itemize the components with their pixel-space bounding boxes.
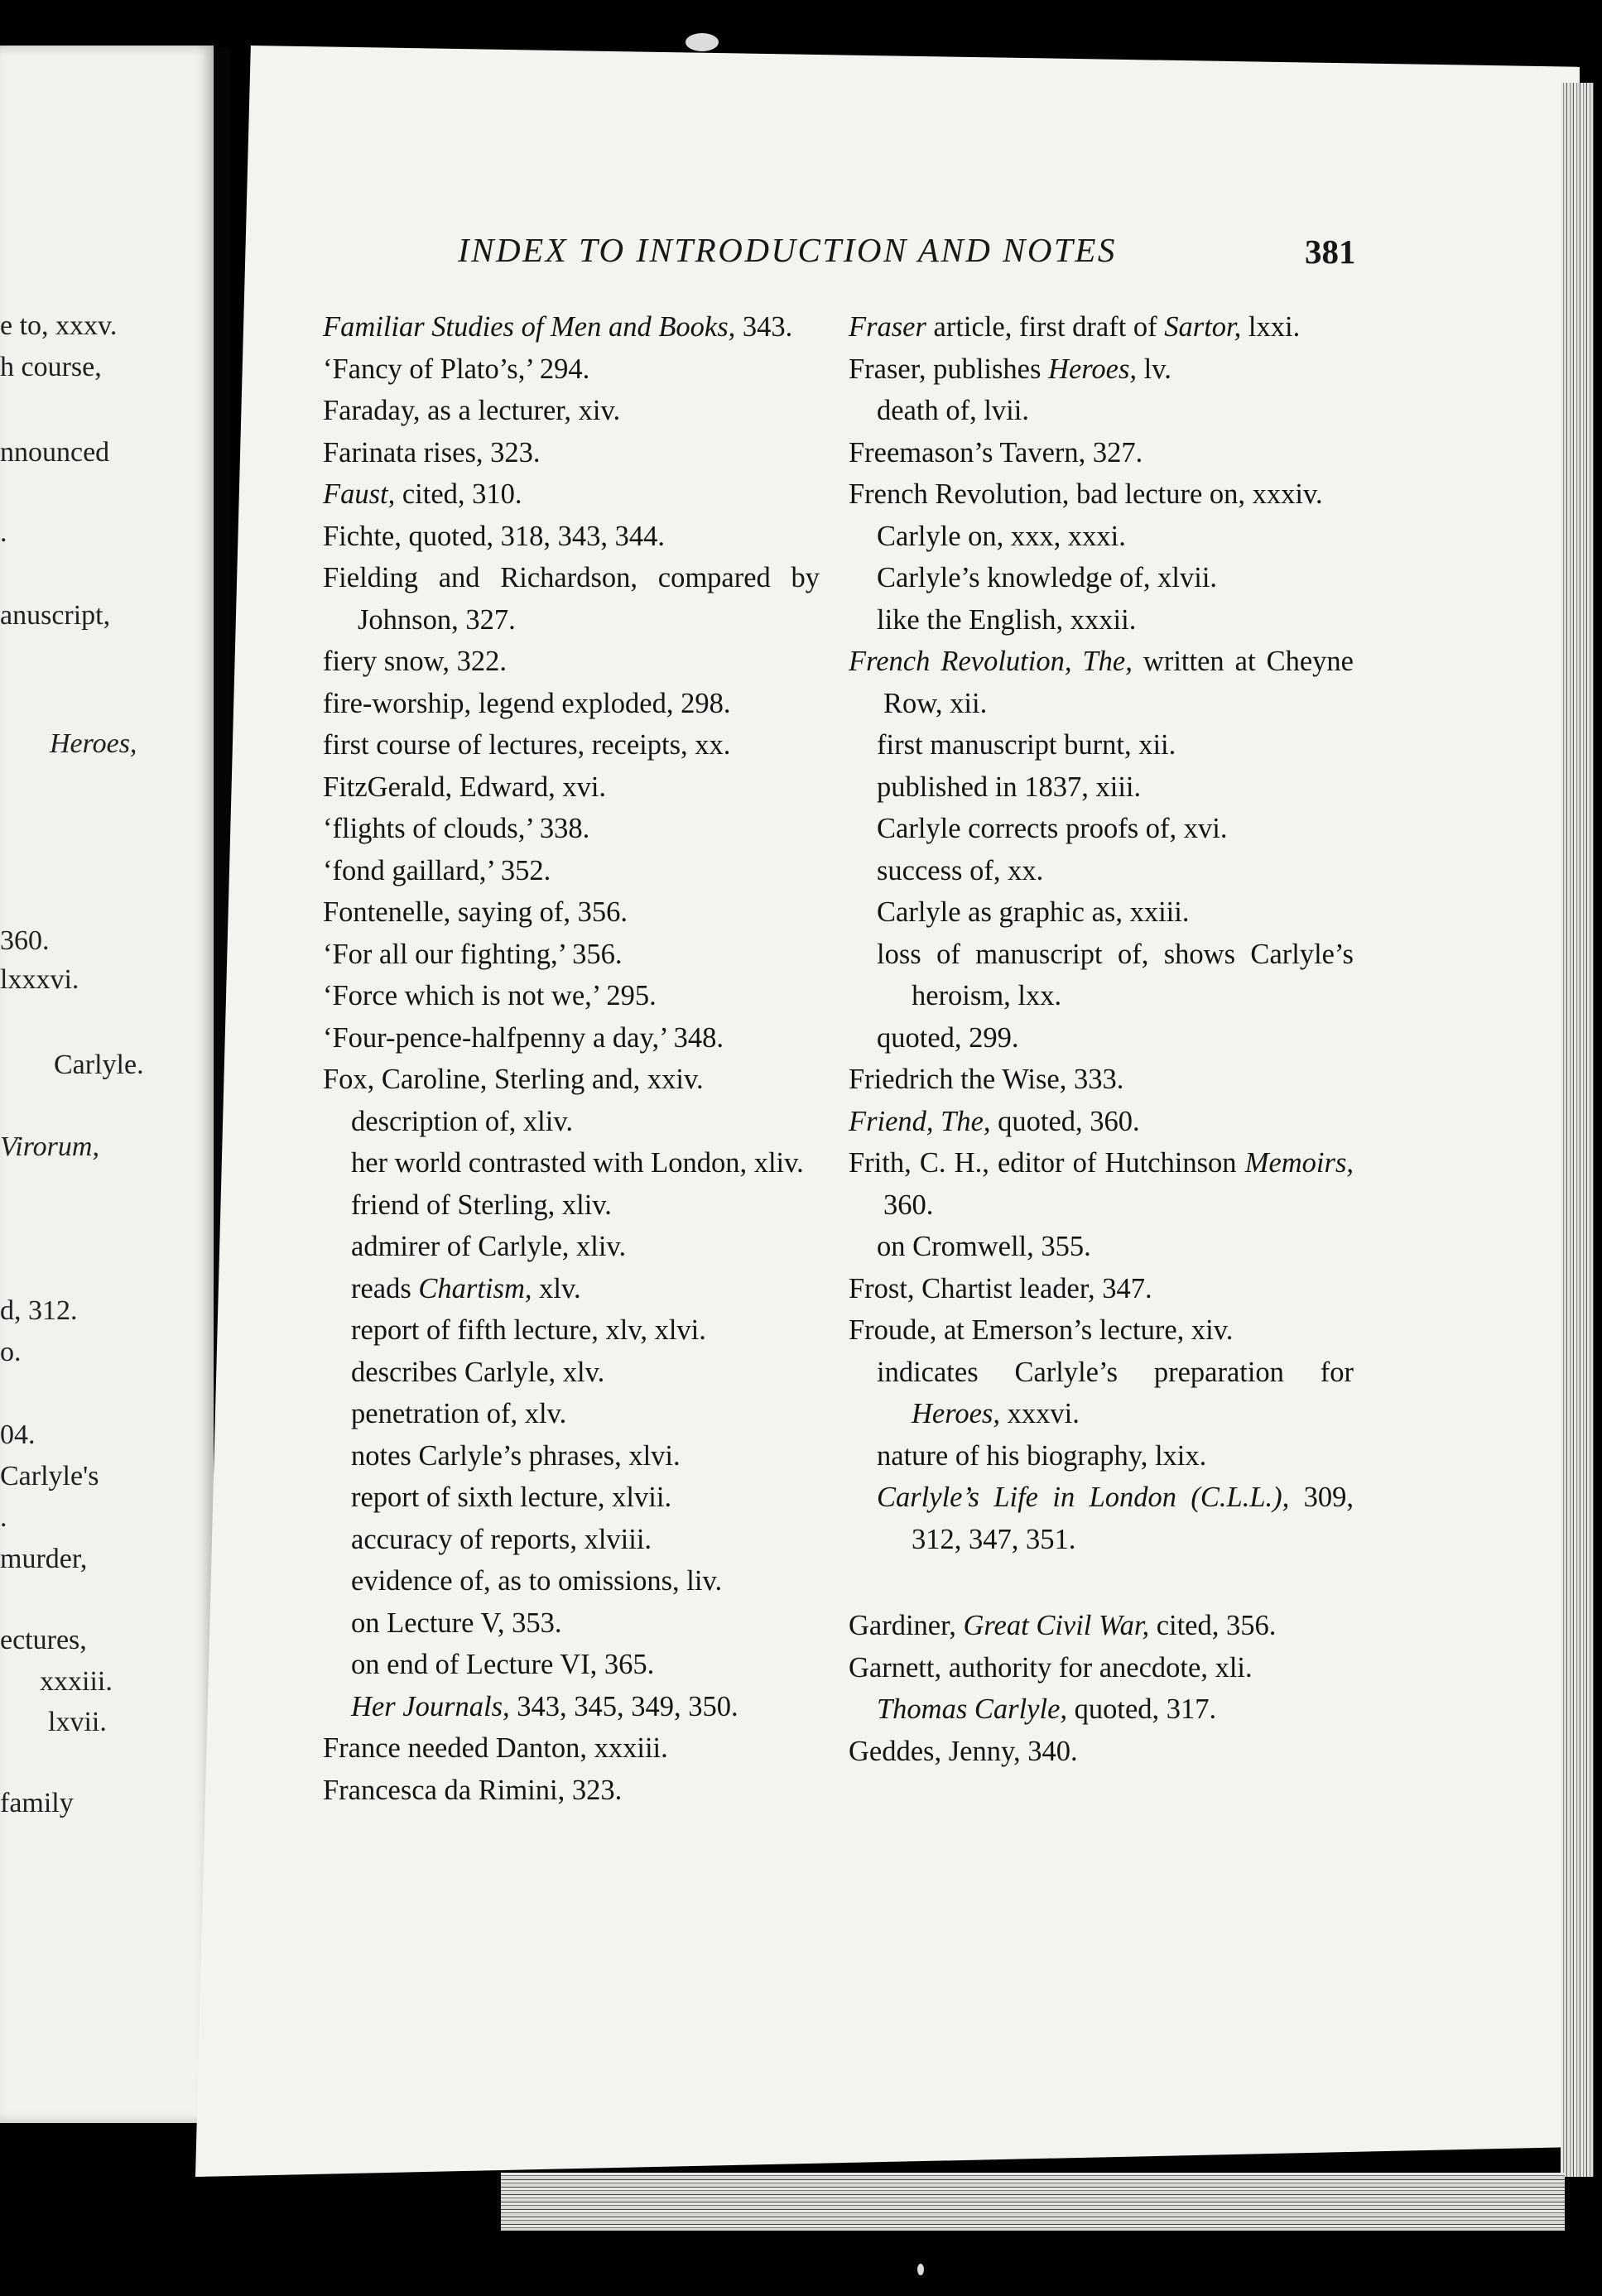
facing-page-text-fragment: e to, xxxv. (0, 310, 118, 341)
index-entry: Francesca da Rimini, 323. (323, 1774, 623, 1806)
index-entry: Fielding and Richardson, compared by Johnson, 327. (323, 562, 820, 636)
index-entry: Fontenelle, saying of, 356. (323, 896, 628, 928)
index-subentry: report of fifth lecture, xlv, xlvi. (351, 1314, 706, 1346)
index-subentry: Her Journals, 343, 345, 349, 350. (351, 1690, 738, 1722)
facing-page-text-fragment: murder, (0, 1544, 88, 1574)
index-entry: ‘For all our fighting,’ 356. (323, 938, 623, 970)
index-entry: first course of lectures, receipts, xx. (323, 729, 731, 761)
index-subentry: death of, lvii. (877, 395, 1029, 426)
index-entry: Friedrich the Wise, 333. (849, 1064, 1124, 1095)
index-subentry: first manuscript burnt, xii. (877, 729, 1176, 761)
index-subentry: on Lecture V, 353. (351, 1607, 562, 1639)
index-entry: Faust, cited, 310. (323, 478, 522, 510)
index-entry: Fichte, quoted, 318, 343, 344. (323, 520, 666, 552)
index-subentry: penetration of, xlv. (351, 1398, 567, 1429)
facing-page-fragment (0, 46, 214, 2123)
index-entry: ‘Four-pence-halfpenny a day,’ 348. (323, 1021, 724, 1054)
index-entry: Fraser, publishes Heroes, lv. (849, 353, 1171, 385)
index-subentry: friend of Sterling, xliv. (351, 1189, 612, 1221)
index-subentry: like the English, xxxii. (877, 603, 1137, 636)
index-subentry: description of, xliv. (351, 1105, 573, 1137)
index-column-left (323, 306, 820, 1811)
index-subentry: Carlyle as graphic as, xxiii. (877, 896, 1190, 928)
index-subentry: accuracy of reports, xlviii. (351, 1523, 652, 1555)
facing-page-text-fragment: nnounced (0, 437, 110, 468)
index-entry: French Revolution, The, written at Cheyne Row, xii. (849, 646, 1354, 719)
index-entry: Freemason’s Tavern, 327. (849, 436, 1143, 468)
facing-page-text-fragment: 360. (0, 925, 50, 956)
index-entry: Faraday, as a lecturer, xiv. (323, 395, 621, 426)
index-subentry: Carlyle corrects proofs of, xvi. (877, 813, 1228, 844)
index-subentry: Carlyle’s knowledge of, xlvii. (877, 562, 1218, 593)
index-subentry: on Cromwell, 355. (877, 1231, 1091, 1262)
index-subentry: admirer of Carlyle, xliv. (351, 1231, 627, 1262)
index-entry: ‘Fancy of Plato’s,’ 294. (323, 353, 590, 385)
index-entry: Frith, C. H., editor of Hutchinson Memoirs, 360. (849, 1147, 1354, 1221)
index-entry: French Revolution, bad lecture on, xxxiv. (849, 478, 1323, 510)
index-subentry: on end of Lecture VI, 365. (351, 1649, 655, 1680)
facing-page-text-fragment: Carlyle. (54, 1050, 144, 1080)
index-entry: fire-worship, legend exploded, 298. (323, 687, 731, 719)
page-edges-right (1561, 83, 1594, 2177)
scan-speck (917, 2264, 924, 2275)
index-entry: Farinata rises, 323. (323, 436, 541, 468)
index-entry: Gardiner, Great Civil War, cited, 356. (849, 1610, 1277, 1641)
facing-page-text-fragment: . (0, 517, 7, 548)
facing-page-text-fragment: lxvii. (48, 1707, 107, 1737)
index-subentry: evidence of, as to omissions, liv. (351, 1565, 723, 1597)
index-subentry: indicates Carlyle’s preparation for Heroes, xxxvi. (877, 1356, 1354, 1429)
index-subentry: Thomas Carlyle, quoted, 317. (877, 1693, 1217, 1725)
facing-page-text-fragment: Virorum, (0, 1131, 99, 1162)
index-entry: Froude, at Emerson’s lecture, xiv. (849, 1314, 1234, 1346)
facing-page-text-fragment: ectures, (0, 1625, 87, 1655)
facing-page-text-fragment: h course, (0, 352, 102, 382)
index-subentry: Carlyle’s Life in London (C.L.L.), 309, 312, 347, 351. (877, 1482, 1354, 1555)
index-column-right (849, 306, 1354, 1772)
index-entry: fiery snow, 322. (323, 646, 507, 677)
facing-page-text-fragment: 04. (0, 1419, 36, 1450)
index-entry: France needed Danton, xxxiii. (323, 1732, 668, 1764)
index-subentry: published in 1837, xiii. (877, 771, 1142, 803)
index-entry: Frost, Chartist leader, 347. (849, 1272, 1152, 1304)
index-entry: Geddes, Jenny, 340. (849, 1735, 1078, 1767)
index-entry: Fox, Caroline, Sterling and, xxiv. (323, 1064, 704, 1095)
facing-page-text-fragment: anuscript, (0, 600, 111, 631)
index-subentry: reads Chartism, xlv. (351, 1272, 581, 1304)
index-entry: Fraser article, first draft of Sartor, lxxi. (849, 311, 1301, 343)
index-entry: Friend, The, quoted, 360. (849, 1105, 1140, 1137)
index-entry: ‘flights of clouds,’ 338. (323, 813, 590, 844)
index-subentry: Carlyle on, xxx, xxxi. (877, 520, 1126, 552)
index-entry: ‘fond gaillard,’ 352. (323, 854, 551, 886)
facing-page-text-fragment: Heroes, (50, 728, 137, 759)
facing-page-text-fragment: o. (0, 1337, 22, 1367)
index-subentry: success of, xx. (877, 854, 1044, 886)
index-entry: Garnett, authority for anecdote, xli. (849, 1651, 1253, 1684)
scan-speck (686, 33, 719, 51)
index-entry: Familiar Studies of Men and Books, 343. (323, 311, 793, 343)
page-edges-bottom (501, 2173, 1565, 2231)
facing-page-text-fragment: lxxxvi. (0, 964, 79, 995)
index-subentry: quoted, 299. (877, 1021, 1019, 1054)
index-subentry: her world contrasted with London, xliv. (351, 1147, 804, 1179)
index-entry: FitzGerald, Edward, xvi. (323, 771, 607, 803)
facing-page-text-fragment: family (0, 1788, 74, 1818)
index-subentry: notes Carlyle’s phrases, xlvi. (351, 1439, 681, 1472)
facing-page-text-fragment: d, 312. (0, 1295, 78, 1326)
facing-page-text-fragment: . (0, 1502, 7, 1533)
index-subentry: describes Carlyle, xlv. (351, 1356, 605, 1388)
page-number: 381 (1305, 233, 1356, 271)
facing-page-text-fragment: Carlyle's (0, 1461, 99, 1491)
index-subentry: loss of manuscript of, shows Carlyle’s heroism, lxx. (877, 938, 1354, 1011)
index-subentry: report of sixth lecture, xlvii. (351, 1482, 672, 1513)
running-header: INDEX TO INTRODUCTION AND NOTES (458, 231, 1117, 269)
index-entry: ‘Force which is not we,’ 295. (323, 980, 657, 1011)
facing-page-text-fragment: xxxiii. (40, 1666, 113, 1697)
index-subentry: nature of his biography, lxix. (877, 1439, 1207, 1472)
